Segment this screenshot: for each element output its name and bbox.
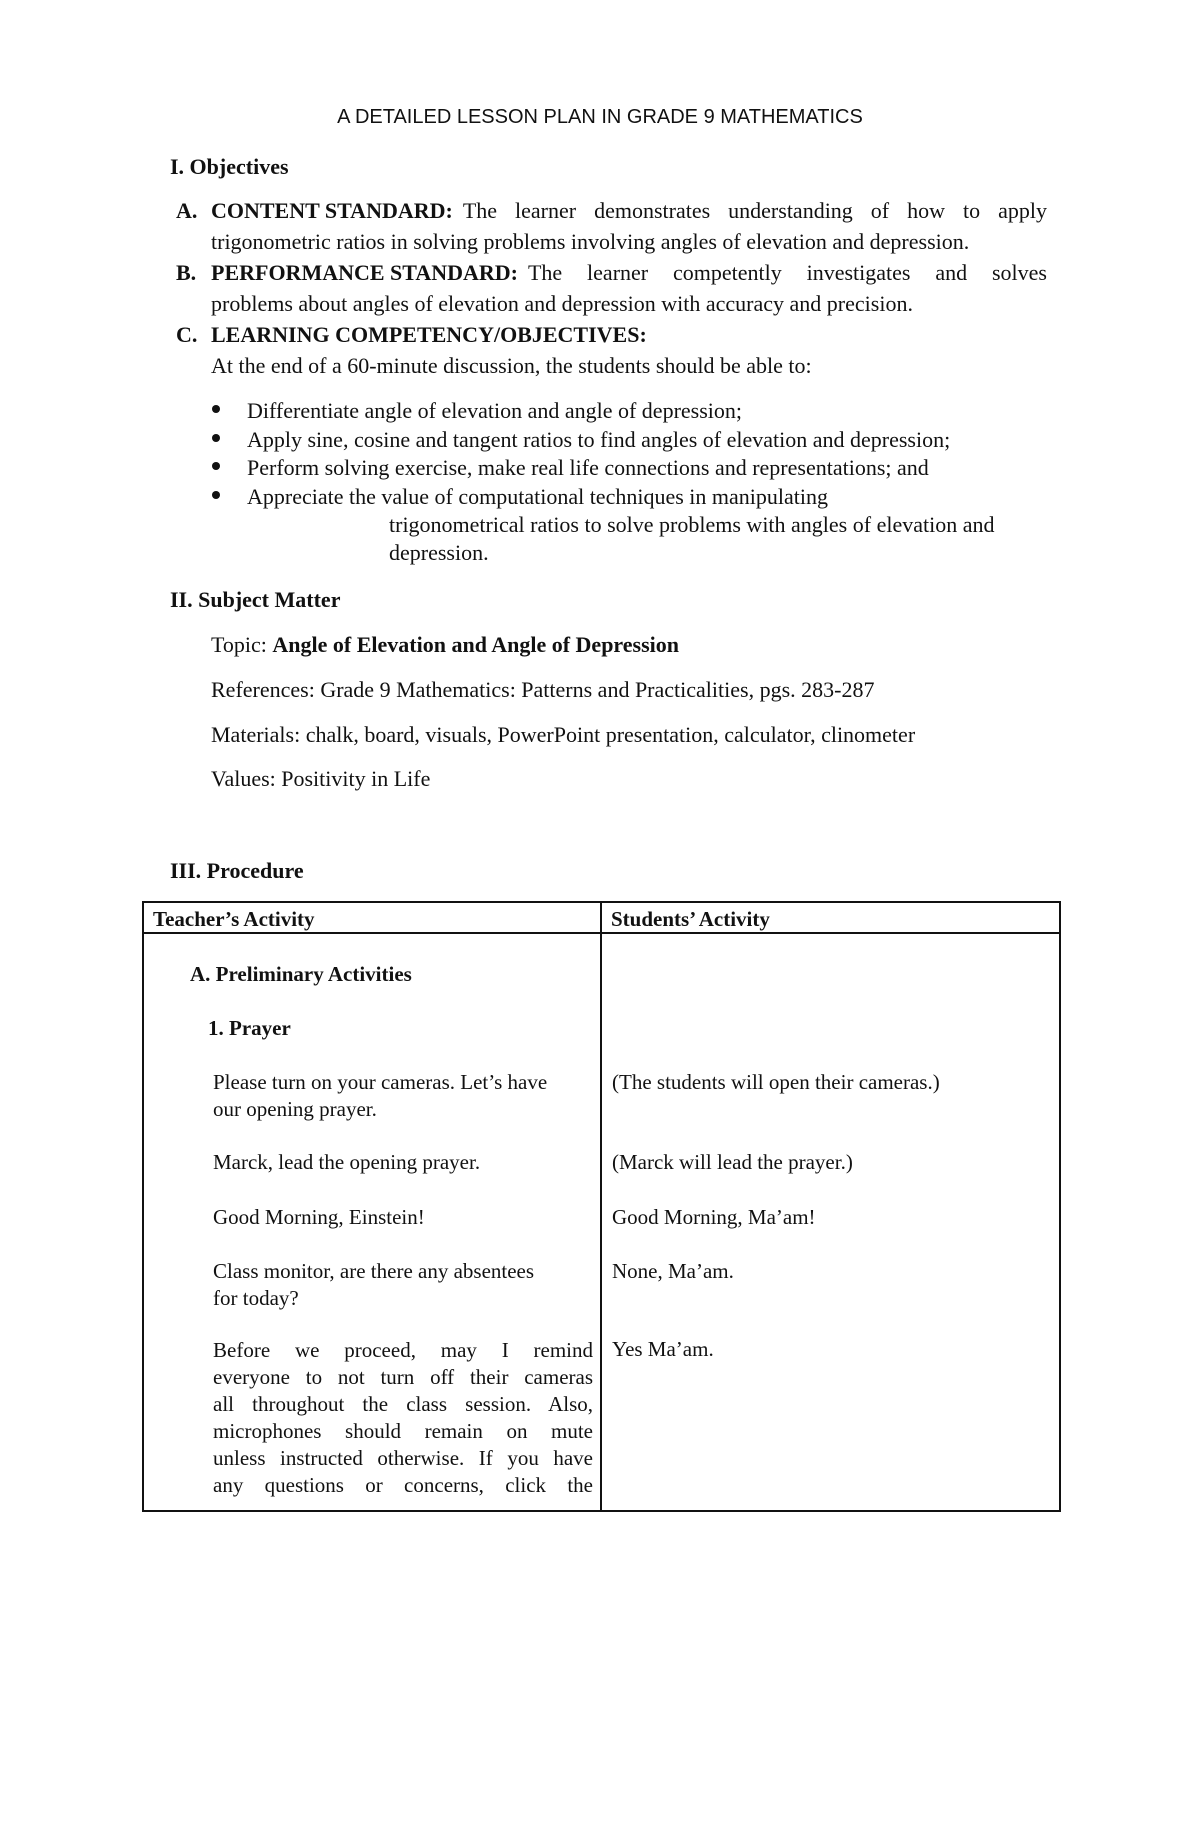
bullet-dot — [212, 462, 220, 470]
students-activity-cell — [601, 933, 1060, 1511]
reminder-line: Before we proceed, may I remind — [213, 1338, 593, 1362]
content-standard-line1 — [211, 200, 1047, 222]
teacher-line-absentees-1: Class monitor, are there any absentees — [213, 1259, 535, 1283]
reminder-line: everyone to not turn off their cameras — [213, 1365, 593, 1389]
objective-bullet-4: Appreciate the value of computational techniques in manipulating — [247, 484, 828, 509]
bullet-dot — [212, 491, 220, 499]
performance-standard-text-2: problems about angles of elevation and depression with accuracy and precision. — [211, 291, 913, 316]
bullet-dot — [212, 434, 220, 442]
teacher-line-camera-1: Please turn on your cameras. Let’s have — [213, 1070, 548, 1094]
content-standard-label: CONTENT STANDARD: — [211, 198, 453, 223]
materials-line: Materials: chalk, board, visuals, PowerPoint presentation, calculator, clinometer — [211, 722, 916, 747]
reminder-line: microphones should remain on mute — [213, 1419, 593, 1443]
prayer-heading: 1. Prayer — [208, 1016, 291, 1040]
procedure-table — [142, 901, 1061, 1512]
table-row — [143, 933, 1060, 1511]
references-line: References: Grade 9 Mathematics: Patterns and Practicalities, pgs. 283-287 — [211, 677, 875, 702]
document-title: A DETAILED LESSON PLAN IN GRADE 9 MATHEMATICS — [337, 106, 863, 128]
topic-line — [211, 634, 679, 656]
students-activity-header: Students’ Activity — [601, 902, 1060, 933]
teacher-line-greeting: Good Morning, Einstein! — [213, 1205, 425, 1229]
topic-value: Angle of Elevation and Angle of Depression — [272, 632, 680, 657]
student-response-camera: (The students will open their cameras.) — [612, 1070, 940, 1094]
learning-competency-label: LEARNING COMPETENCY/OBJECTIVES: — [211, 322, 647, 347]
teacher-line-prayer: Marck, lead the opening prayer. — [213, 1150, 481, 1174]
objective-bullet-3: Perform solving exercise, make real life connections and representations; and — [247, 455, 929, 480]
bullet-dot — [212, 405, 220, 413]
content-standard-text-2: trigonometric ratios in solving problems involving angles of elevation and depression. — [211, 229, 970, 254]
subject-matter-heading: II. Subject Matter — [170, 587, 341, 612]
preliminary-activities-heading: A. Preliminary Activities — [190, 962, 412, 986]
content-standard-text-1: The learner demonstrates understanding of how to apply — [462, 198, 1047, 223]
performance-standard-text-1: The learner competently investigates and solves — [527, 260, 1047, 285]
student-response-absentees: None, Ma’am. — [612, 1259, 734, 1283]
objectives-heading: I. Objectives — [170, 154, 289, 179]
procedure-heading: III. Procedure — [170, 858, 304, 883]
performance-standard-letter: B. — [176, 260, 197, 285]
learning-competency-letter: C. — [176, 322, 198, 347]
student-response-prayer: (Marck will lead the prayer.) — [612, 1150, 853, 1174]
learning-competency-intro: At the end of a 60-minute discussion, the students should be able to: — [211, 353, 812, 378]
objective-bullet-4-cont-2: depression. — [389, 540, 489, 565]
objective-bullet-4-cont-1: trigonometrical ratios to solve problems with angles of elevation and — [389, 512, 995, 537]
reminder-line: any questions or concerns, click the — [213, 1473, 593, 1497]
content-standard-letter: A. — [176, 198, 198, 223]
performance-standard-line1 — [211, 262, 1047, 284]
reminder-line: all throughout the class session. Also, — [213, 1392, 593, 1416]
reminder-line: unless instructed otherwise. If you have — [213, 1446, 593, 1470]
objective-bullet-2: Apply sine, cosine and tangent ratios to find angles of elevation and depression; — [247, 427, 951, 452]
objective-bullet-1: Differentiate angle of elevation and angle of depression; — [247, 398, 743, 423]
student-response-greeting: Good Morning, Ma’am! — [612, 1205, 816, 1229]
teacher-reminder-paragraph — [213, 1337, 593, 1499]
teacher-line-absentees-2: for today? — [213, 1286, 299, 1310]
teacher-activity-header: Teacher’s Activity — [143, 902, 601, 933]
teacher-line-camera-2: our opening prayer. — [213, 1097, 377, 1121]
teacher-activity-cell — [143, 933, 601, 1511]
performance-standard-label: PERFORMANCE STANDARD: — [211, 260, 518, 285]
student-response-reminder: Yes Ma’am. — [612, 1337, 714, 1361]
table-header-row — [143, 902, 1060, 933]
topic-label: Topic: — [211, 632, 267, 657]
values-line: Values: Positivity in Life — [211, 766, 431, 791]
